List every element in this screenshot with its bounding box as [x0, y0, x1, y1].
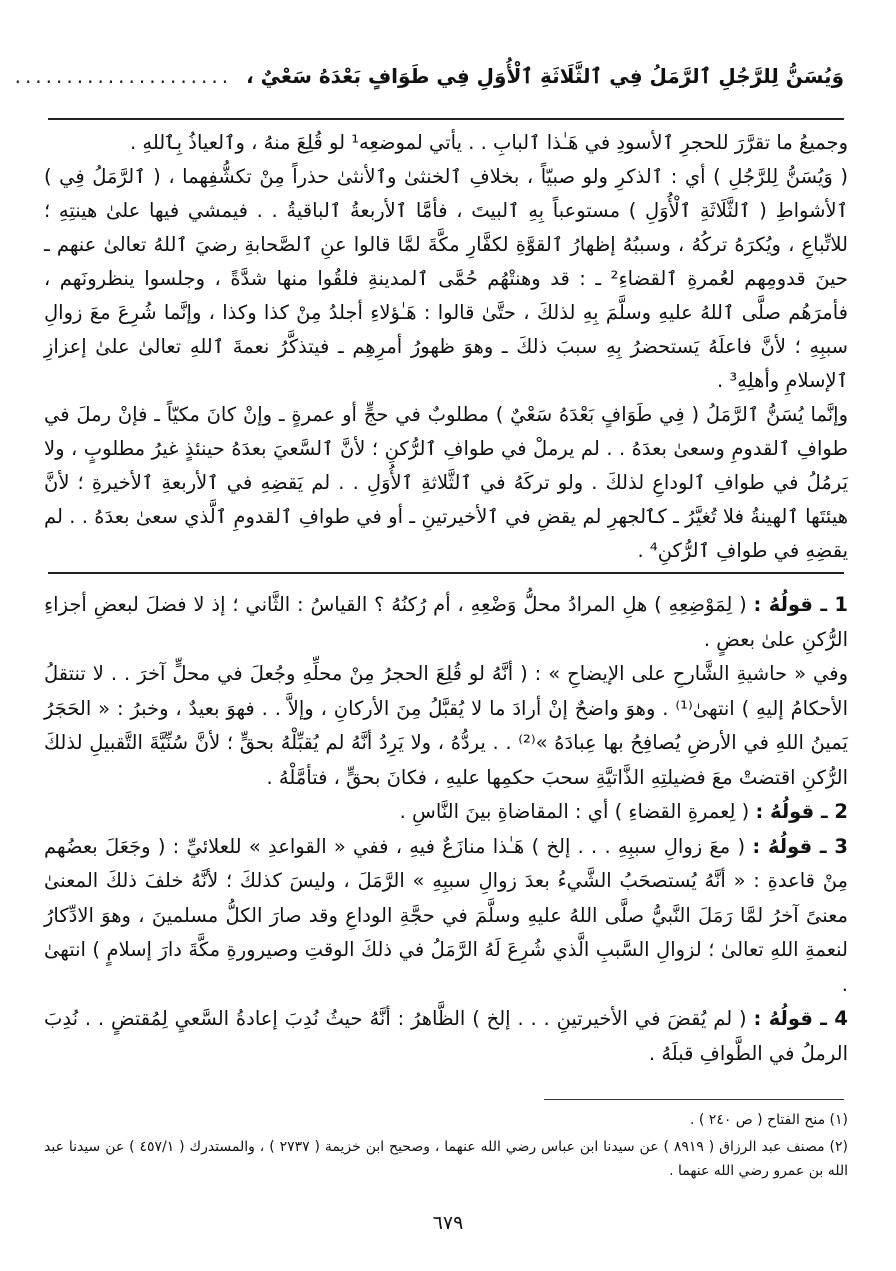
header-title: وَيُسَنُّ لِلرَّجُلِ ٱلرَّمَلُ فِي ٱلثَّلَاثَةِ ٱلْأُوَلِ فِي طَوَافٍ بَعْدَهُ سَعْيٌ ، — [246, 64, 844, 88]
page-number: ٦٧٩ — [432, 1212, 464, 1234]
footnote: (٢) مصنف عبد الرزاق ( ٨٩١٩ ) عن سيدنا ابن عباس رضي الله عنهما ، وصحيح ابن خزيمة ( ٢٧٣٧ ) ، والمستدرك ( ٤٥٧/١ ) عن سيدنا عبد الله بن عمرو رضي الله عنهما . — [44, 1139, 848, 1179]
footnote-divider — [544, 1099, 844, 1100]
main-text — [44, 126, 848, 568]
header-divider — [48, 118, 844, 120]
commentary-notes — [44, 588, 848, 1071]
note-item — [44, 657, 848, 795]
note-text: ( معَ زوالِ سببِهِ . . . إلخ ) هَـٰذا منازَعٌ فيهِ ، ففي « القواعدِ » للعلائيِّ : ( وجَعَلَ بعضُهم مِنْ قاعدةِ : « أنَّهُ يُستصحَبُ الشَّيءُ بعدَ زوالِ سببِهِ » الرَّمَلَ ، وليسَ كذلكَ ؛ لأنَّهُ خلفَ ذلكَ المعنىٰ معنىً آخرُ لمَّا رَمَلَ النَّبيُّ صلَّى اللهُ عليهِ وسلَّمَ في حجَّةِ الوداعِ وقد صارَ الكلُّ مسلمينَ ، وهوَ الادِّكارُ لنعمةِ اللهِ تعالىٰ ؛ لزوالِ السَّببِ الَّذي شُرِعَ لَهُ الرَّمَلُ في ذلكَ الوقتِ وصيرورةِ مكَّةَ دارَ إسلامٍ ) انتهىٰ . — [44, 834, 848, 996]
body-paragraph: وإنَّما يُسَنُّ ٱلرَّمَلُ ( فِي طَوَافٍ بَعْدَهُ سَعْيٌ ) مطلوبٌ في حجٍّ أو عمرةٍ ـ وإنْ كانَ مكيّاً ـ فإنْ رملَ في طوافِ ٱلقدومِ وسعىٰ بعدَهُ . . لم يرملْ في طوافِ ٱلرُّكنِ ؛ لأنَّ ٱلسَّعيَ بعدَهُ حينئذٍ غيرُ مطلوبٍ ، ولا يَرمُلُ في طوافِ ٱلوداعِ لذلكَ . ولو تركَهُ في ٱلثَّلاثةِ ٱلأُوَلِ . . لم يَقضِهِ في ٱلأربعةِ ٱلأخيرةِ ؛ لأنَّ هيئتَها ٱلهينةُ فلا تُغيَّرُ ـ كٱلجهرِ لم يقضِ في ٱلأخيرتينِ ـ أو في طوافِ ٱلقدومِ ٱلَّذي سعىٰ بعدَهُ . . لم يقضِهِ في طوافِ ٱلرُّكنِ⁴ . — [44, 403, 848, 562]
commentary-divider — [48, 572, 844, 574]
note-text: ( لم يُقضَ في الأخيرتينِ . . . إلخ ) الظَّاهرُ : أنَّهُ حيثُ نُدِبَ إعادةُ السَّعيِ لِمُقتضٍ . . نُدِبَ الرملُ في الطَّوافِ قبلَهُ . — [44, 1007, 848, 1065]
running-header — [14, 58, 844, 94]
header-leader-dots: ..................... — [14, 64, 233, 88]
body-paragraph: ( وَيُسَنُّ لِلرَّجُلِ ) أي : ٱلذكرِ ولو صبيّاً ، بخلافِ ٱلخنثىٰ وٱلأنثىٰ حذراً مِنْ تكشُّفِهما ، ( ٱلرَّمَلُ فِي ) ٱلأشواطِ ( ٱلثَّلَاثَةِ ٱلْأُوَلِ ) مستوعباً بِهِ ٱلبيتَ ، فأمَّا ٱلأربعةُ ٱلباقيةُ . . فيمشي فيها علىٰ هينتِهِ ؛ للاتِّباعِ ، ويُكرَهُ تركُهُ ، وسببُهُ إظهارُ ٱلقوَّةِ لكفَّارِ مكَّةَ لمَّا قالوا عنِ ٱلصَّحابةِ رضيَ ٱللهُ تعالىٰ عنهم ـ حينَ قدومِهم لعُمرةِ ٱلقضاءِ² ـ : قد وهنتْهُم حُمَّى ٱلمدينةِ فلقُوا منها شدَّةً ، وجلسوا ينظرونَهم ، فأمرَهُم صلَّى ٱللهُ عليهِ وسلَّمَ بِهِ لذلكَ ، حتَّىٰ قالوا : هَـٰؤلاءِ أجلدُ مِنْ كذا وكذا ، وإنَّما شُرِعَ معَ زوالِ سببِهِ ؛ لأنَّ فاعلَهُ يَستحضرُ بِهِ سببَ ذلكَ ـ وهوَ ظهورُ أمرِهِم ـ فيتذكَّرُ نعمةَ ٱللهِ تعالىٰ علىٰ إعزازِ ٱلإسلامِ وأهلِهِ³ . — [44, 165, 848, 392]
note-label: 1 ـ قولُهُ : — [753, 593, 848, 616]
note-text: ( لِعمرةِ القضاءِ ) أي : المقاضاةِ بينَ النَّاسِ . — [399, 800, 750, 823]
body-paragraph: وجميعُ ما تقرَّرَ للحجرِ ٱلأسودِ في هَـٰذا ٱلبابِ . . يأتي لموضعِه¹ لو قُلِعَ منهُ ، وٱلعياذُ بِٱللهِ . — [129, 131, 848, 154]
note-item — [44, 830, 848, 1003]
note-item — [44, 588, 848, 657]
note-item — [44, 1002, 848, 1071]
note-label: 4 ـ قولُهُ : — [753, 1007, 848, 1030]
note-label: 2 ـ قولُهُ : — [755, 800, 848, 823]
footnotes — [44, 1108, 848, 1186]
footnote: (١) منح الفتاح ( ص ٢٤٠ ) . — [689, 1112, 848, 1128]
note-item — [44, 795, 848, 830]
note-text: وفي « حاشيةِ الشَّارحِ على الإيضاحِ » : ( أنَّهُ لو قُلِعَ الحجرُ مِنْ محلِّهِ وجُعلَ في محلٍّ آخرَ . . لا تنتقلُ الأحكامُ إليهِ ) انتهىٰ⁽¹⁾ . وهوَ واضحٌ إنْ أرادَ ما لا يُقبَّلُ مِنَ الأركانِ ، وإلاَّ . . فهوَ بعيدٌ ، وخبرُ : « الحَجَرُ يَمينُ اللهِ في الأرضِ يُصافِحُ بها عِبادَهُ »⁽²⁾ . . يردُّهُ ، ولا يَرِدُ أنَّهُ لم يُقبِّلْهُ بحقٍّ ؛ لأنَّ سُنِّيَّةَ التَّقبيلِ لذلكَ الرُّكنِ اقتضتْ معَ فضيلتِهِ الذَّاتيَّةِ سحبَ حكمِها عليهِ ، فكانَ بحقٍّ ، فتأمَّلْهُ . — [44, 662, 848, 789]
note-label: 3 ـ قولُهُ : — [752, 834, 848, 858]
note-text: ( لِمَوْضِعِهِ ) هلِ المرادُ محلُّ وَضْعِهِ ، أم رُكنُهُ ؟ القياسُ : الثَّاني ؛ إذ لا فضلَ لبعضِ أجزاءِ الرُّكنِ علىٰ بعضٍ . — [44, 593, 848, 651]
